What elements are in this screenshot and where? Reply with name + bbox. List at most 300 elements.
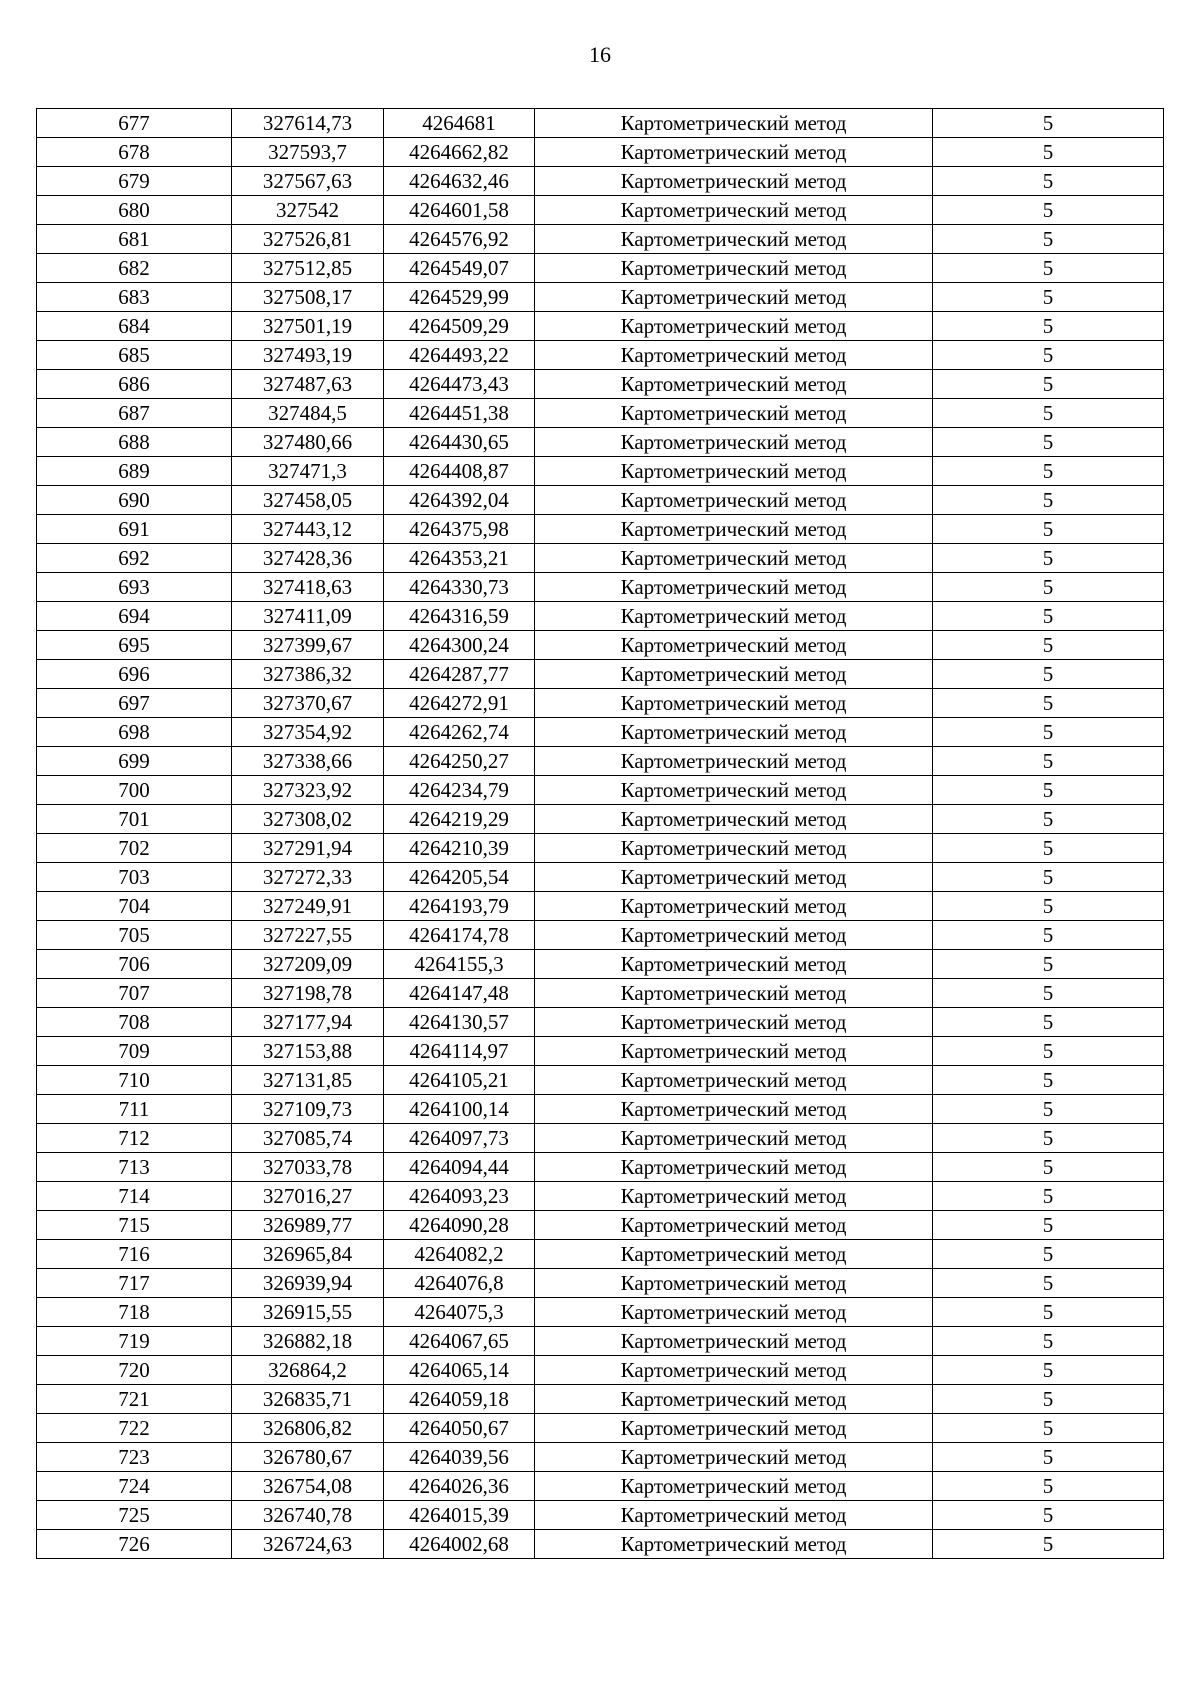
y-coordinate-cell: 4264155,3 [384,950,535,979]
point-number-cell: 723 [37,1443,232,1472]
accuracy-cell: 5 [933,1298,1164,1327]
table-row [37,1501,1164,1530]
point-number-cell: 706 [37,950,232,979]
method-cell: Картометрический метод [535,776,933,805]
page-number: 16 [589,42,611,67]
x-coordinate-cell: 327487,63 [232,370,384,399]
accuracy-cell: 5 [933,1385,1164,1414]
x-coordinate-cell: 327386,32 [232,660,384,689]
x-coordinate-cell: 327109,73 [232,1095,384,1124]
point-number-cell: 725 [37,1501,232,1530]
point-number-cell: 681 [37,225,232,254]
table-row [37,515,1164,544]
method-cell: Картометрический метод [535,399,933,428]
y-coordinate-cell: 4264262,74 [384,718,535,747]
accuracy-cell: 5 [933,196,1164,225]
method-cell: Картометрический метод [535,718,933,747]
accuracy-cell: 5 [933,979,1164,1008]
y-coordinate-cell: 4264090,28 [384,1211,535,1240]
accuracy-cell: 5 [933,834,1164,863]
table-row [37,457,1164,486]
accuracy-cell: 5 [933,573,1164,602]
y-coordinate-cell: 4264473,43 [384,370,535,399]
table-row [37,1298,1164,1327]
point-number-cell: 688 [37,428,232,457]
y-coordinate-cell: 4264392,04 [384,486,535,515]
y-coordinate-cell: 4264059,18 [384,1385,535,1414]
y-coordinate-cell: 4264451,38 [384,399,535,428]
table-row [37,370,1164,399]
y-coordinate-cell: 4264105,21 [384,1066,535,1095]
point-number-cell: 694 [37,602,232,631]
x-coordinate-cell: 327085,74 [232,1124,384,1153]
table-row [37,1530,1164,1559]
y-coordinate-cell: 4264193,79 [384,892,535,921]
y-coordinate-cell: 4264093,23 [384,1182,535,1211]
y-coordinate-cell: 4264250,27 [384,747,535,776]
y-coordinate-cell: 4264039,56 [384,1443,535,1472]
method-cell: Картометрический метод [535,689,933,718]
accuracy-cell: 5 [933,515,1164,544]
x-coordinate-cell: 327308,02 [232,805,384,834]
point-number-cell: 686 [37,370,232,399]
table-row [37,921,1164,950]
y-coordinate-cell: 4264632,46 [384,167,535,196]
point-number-cell: 677 [37,109,232,138]
method-cell: Картометрический метод [535,1037,933,1066]
method-cell: Картометрический метод [535,573,933,602]
accuracy-cell: 5 [933,283,1164,312]
method-cell: Картометрический метод [535,370,933,399]
method-cell: Картометрический метод [535,1327,933,1356]
y-coordinate-cell: 4264075,3 [384,1298,535,1327]
x-coordinate-cell: 327567,63 [232,167,384,196]
method-cell: Картометрический метод [535,1443,933,1472]
point-number-cell: 678 [37,138,232,167]
point-number-cell: 695 [37,631,232,660]
table-row [37,1443,1164,1472]
method-cell: Картометрический метод [535,428,933,457]
accuracy-cell: 5 [933,399,1164,428]
method-cell: Картометрический метод [535,834,933,863]
table-row [37,138,1164,167]
method-cell: Картометрический метод [535,1269,933,1298]
x-coordinate-cell: 327411,09 [232,602,384,631]
x-coordinate-cell: 326835,71 [232,1385,384,1414]
method-cell: Картометрический метод [535,109,933,138]
method-cell: Картометрический метод [535,863,933,892]
y-coordinate-cell: 4264114,97 [384,1037,535,1066]
table-row [37,602,1164,631]
table-row [37,1211,1164,1240]
point-number-cell: 680 [37,196,232,225]
table-row [37,1153,1164,1182]
accuracy-cell: 5 [933,254,1164,283]
table-row [37,1008,1164,1037]
accuracy-cell: 5 [933,1530,1164,1559]
accuracy-cell: 5 [933,544,1164,573]
table-row [37,225,1164,254]
point-number-cell: 704 [37,892,232,921]
x-coordinate-cell: 327338,66 [232,747,384,776]
table-row [37,1240,1164,1269]
accuracy-cell: 5 [933,631,1164,660]
point-number-cell: 722 [37,1414,232,1443]
x-coordinate-cell: 327512,85 [232,254,384,283]
y-coordinate-cell: 4264493,22 [384,341,535,370]
x-coordinate-cell: 327399,67 [232,631,384,660]
x-coordinate-cell: 326740,78 [232,1501,384,1530]
accuracy-cell: 5 [933,1414,1164,1443]
table-row [37,486,1164,515]
x-coordinate-cell: 327198,78 [232,979,384,1008]
method-cell: Картометрический метод [535,921,933,950]
method-cell: Картометрический метод [535,1472,933,1501]
accuracy-cell: 5 [933,167,1164,196]
accuracy-cell: 5 [933,370,1164,399]
y-coordinate-cell: 4264015,39 [384,1501,535,1530]
y-coordinate-cell: 4264353,21 [384,544,535,573]
accuracy-cell: 5 [933,1327,1164,1356]
x-coordinate-cell: 327131,85 [232,1066,384,1095]
method-cell: Картометрический метод [535,1240,933,1269]
method-cell: Картометрический метод [535,486,933,515]
y-coordinate-cell: 4264219,29 [384,805,535,834]
method-cell: Картометрический метод [535,747,933,776]
table-row [37,196,1164,225]
x-coordinate-cell: 327209,09 [232,950,384,979]
method-cell: Картометрический метод [535,631,933,660]
point-number-cell: 702 [37,834,232,863]
y-coordinate-cell: 4264272,91 [384,689,535,718]
x-coordinate-cell: 327493,19 [232,341,384,370]
y-coordinate-cell: 4264205,54 [384,863,535,892]
x-coordinate-cell: 327016,27 [232,1182,384,1211]
coordinates-table [36,108,1164,1559]
accuracy-cell: 5 [933,892,1164,921]
table-row [37,1269,1164,1298]
x-coordinate-cell: 326939,94 [232,1269,384,1298]
table-row [37,1066,1164,1095]
accuracy-cell: 5 [933,486,1164,515]
accuracy-cell: 5 [933,1472,1164,1501]
accuracy-cell: 5 [933,776,1164,805]
table-row [37,1095,1164,1124]
table-row [37,660,1164,689]
point-number-cell: 720 [37,1356,232,1385]
point-number-cell: 726 [37,1530,232,1559]
table-row [37,573,1164,602]
method-cell: Картометрический метод [535,312,933,341]
x-coordinate-cell: 327542 [232,196,384,225]
table-row [37,341,1164,370]
point-number-cell: 703 [37,863,232,892]
x-coordinate-cell: 326965,84 [232,1240,384,1269]
x-coordinate-cell: 327484,5 [232,399,384,428]
method-cell: Картометрический метод [535,1211,933,1240]
method-cell: Картометрический метод [535,602,933,631]
x-coordinate-cell: 327428,36 [232,544,384,573]
method-cell: Картометрический метод [535,225,933,254]
table-row [37,254,1164,283]
method-cell: Картометрический метод [535,892,933,921]
point-number-cell: 693 [37,573,232,602]
method-cell: Картометрический метод [535,660,933,689]
method-cell: Картометрический метод [535,138,933,167]
point-number-cell: 721 [37,1385,232,1414]
accuracy-cell: 5 [933,1037,1164,1066]
x-coordinate-cell: 327614,73 [232,109,384,138]
point-number-cell: 717 [37,1269,232,1298]
accuracy-cell: 5 [933,805,1164,834]
point-number-cell: 679 [37,167,232,196]
y-coordinate-cell: 4264408,87 [384,457,535,486]
accuracy-cell: 5 [933,689,1164,718]
accuracy-cell: 5 [933,428,1164,457]
accuracy-cell: 5 [933,225,1164,254]
method-cell: Картометрический метод [535,950,933,979]
method-cell: Картометрический метод [535,1385,933,1414]
accuracy-cell: 5 [933,1240,1164,1269]
method-cell: Картометрический метод [535,1501,933,1530]
table-row [37,1182,1164,1211]
x-coordinate-cell: 326806,82 [232,1414,384,1443]
y-coordinate-cell: 4264576,92 [384,225,535,254]
point-number-cell: 713 [37,1153,232,1182]
x-coordinate-cell: 327177,94 [232,1008,384,1037]
point-number-cell: 700 [37,776,232,805]
x-coordinate-cell: 327323,92 [232,776,384,805]
table-row [37,1414,1164,1443]
accuracy-cell: 5 [933,138,1164,167]
y-coordinate-cell: 4264430,65 [384,428,535,457]
method-cell: Картометрический метод [535,341,933,370]
table-row [37,979,1164,1008]
point-number-cell: 684 [37,312,232,341]
point-number-cell: 699 [37,747,232,776]
point-number-cell: 697 [37,689,232,718]
accuracy-cell: 5 [933,341,1164,370]
table-row [37,776,1164,805]
point-number-cell: 719 [37,1327,232,1356]
y-coordinate-cell: 4264050,67 [384,1414,535,1443]
accuracy-cell: 5 [933,921,1164,950]
accuracy-cell: 5 [933,950,1164,979]
y-coordinate-cell: 4264529,99 [384,283,535,312]
point-number-cell: 691 [37,515,232,544]
x-coordinate-cell: 326915,55 [232,1298,384,1327]
table-row [37,312,1164,341]
table-row [37,1327,1164,1356]
y-coordinate-cell: 4264100,14 [384,1095,535,1124]
accuracy-cell: 5 [933,1443,1164,1472]
table-row [37,1385,1164,1414]
accuracy-cell: 5 [933,1356,1164,1385]
x-coordinate-cell: 327526,81 [232,225,384,254]
accuracy-cell: 5 [933,1066,1164,1095]
table-row [37,1037,1164,1066]
x-coordinate-cell: 327593,7 [232,138,384,167]
accuracy-cell: 5 [933,602,1164,631]
coordinates-table-body [37,109,1164,1559]
table-row [37,805,1164,834]
table-row [37,109,1164,138]
table-row [37,950,1164,979]
method-cell: Картометрический метод [535,1008,933,1037]
point-number-cell: 707 [37,979,232,1008]
table-row [37,428,1164,457]
accuracy-cell: 5 [933,1211,1164,1240]
y-coordinate-cell: 4264601,58 [384,196,535,225]
method-cell: Картометрический метод [535,1414,933,1443]
method-cell: Картометрический метод [535,515,933,544]
accuracy-cell: 5 [933,1269,1164,1298]
x-coordinate-cell: 327354,92 [232,718,384,747]
x-coordinate-cell: 326989,77 [232,1211,384,1240]
accuracy-cell: 5 [933,1095,1164,1124]
y-coordinate-cell: 4264082,2 [384,1240,535,1269]
x-coordinate-cell: 327480,66 [232,428,384,457]
y-coordinate-cell: 4264234,79 [384,776,535,805]
point-number-cell: 710 [37,1066,232,1095]
y-coordinate-cell: 4264330,73 [384,573,535,602]
accuracy-cell: 5 [933,1501,1164,1530]
accuracy-cell: 5 [933,312,1164,341]
table-row [37,718,1164,747]
method-cell: Картометрический метод [535,1530,933,1559]
point-number-cell: 716 [37,1240,232,1269]
y-coordinate-cell: 4264549,07 [384,254,535,283]
x-coordinate-cell: 327458,05 [232,486,384,515]
point-number-cell: 696 [37,660,232,689]
method-cell: Картометрический метод [535,1356,933,1385]
point-number-cell: 705 [37,921,232,950]
x-coordinate-cell: 327033,78 [232,1153,384,1182]
x-coordinate-cell: 326882,18 [232,1327,384,1356]
y-coordinate-cell: 4264174,78 [384,921,535,950]
point-number-cell: 701 [37,805,232,834]
point-number-cell: 690 [37,486,232,515]
method-cell: Картометрический метод [535,1182,933,1211]
table-row [37,834,1164,863]
x-coordinate-cell: 327227,55 [232,921,384,950]
y-coordinate-cell: 4264210,39 [384,834,535,863]
method-cell: Картометрический метод [535,1095,933,1124]
method-cell: Картометрический метод [535,805,933,834]
point-number-cell: 712 [37,1124,232,1153]
accuracy-cell: 5 [933,718,1164,747]
y-coordinate-cell: 4264002,68 [384,1530,535,1559]
y-coordinate-cell: 4264681 [384,109,535,138]
table-row [37,283,1164,312]
y-coordinate-cell: 4264316,59 [384,602,535,631]
table-row [37,544,1164,573]
x-coordinate-cell: 326724,63 [232,1530,384,1559]
x-coordinate-cell: 327370,67 [232,689,384,718]
x-coordinate-cell: 327508,17 [232,283,384,312]
method-cell: Картометрический метод [535,979,933,1008]
accuracy-cell: 5 [933,1153,1164,1182]
y-coordinate-cell: 4264287,77 [384,660,535,689]
point-number-cell: 682 [37,254,232,283]
table-row [37,399,1164,428]
y-coordinate-cell: 4264076,8 [384,1269,535,1298]
x-coordinate-cell: 327153,88 [232,1037,384,1066]
table-row [37,1124,1164,1153]
table-row [37,892,1164,921]
y-coordinate-cell: 4264130,57 [384,1008,535,1037]
x-coordinate-cell: 327249,91 [232,892,384,921]
accuracy-cell: 5 [933,747,1164,776]
accuracy-cell: 5 [933,457,1164,486]
point-number-cell: 715 [37,1211,232,1240]
method-cell: Картометрический метод [535,1298,933,1327]
y-coordinate-cell: 4264065,14 [384,1356,535,1385]
accuracy-cell: 5 [933,863,1164,892]
method-cell: Картометрический метод [535,1066,933,1095]
y-coordinate-cell: 4264067,65 [384,1327,535,1356]
method-cell: Картометрический метод [535,544,933,573]
y-coordinate-cell: 4264094,44 [384,1153,535,1182]
table-row [37,1356,1164,1385]
y-coordinate-cell: 4264375,98 [384,515,535,544]
x-coordinate-cell: 326754,08 [232,1472,384,1501]
y-coordinate-cell: 4264300,24 [384,631,535,660]
x-coordinate-cell: 327501,19 [232,312,384,341]
point-number-cell: 714 [37,1182,232,1211]
method-cell: Картометрический метод [535,457,933,486]
point-number-cell: 711 [37,1095,232,1124]
method-cell: Картометрический метод [535,1124,933,1153]
point-number-cell: 718 [37,1298,232,1327]
accuracy-cell: 5 [933,109,1164,138]
table-row [37,863,1164,892]
table-row [37,747,1164,776]
point-number-cell: 709 [37,1037,232,1066]
point-number-cell: 724 [37,1472,232,1501]
x-coordinate-cell: 327291,94 [232,834,384,863]
x-coordinate-cell: 327443,12 [232,515,384,544]
point-number-cell: 687 [37,399,232,428]
point-number-cell: 689 [37,457,232,486]
table-row [37,631,1164,660]
point-number-cell: 683 [37,283,232,312]
table-row [37,689,1164,718]
point-number-cell: 698 [37,718,232,747]
point-number-cell: 708 [37,1008,232,1037]
y-coordinate-cell: 4264147,48 [384,979,535,1008]
x-coordinate-cell: 327272,33 [232,863,384,892]
y-coordinate-cell: 4264097,73 [384,1124,535,1153]
y-coordinate-cell: 4264662,82 [384,138,535,167]
method-cell: Картометрический метод [535,1153,933,1182]
y-coordinate-cell: 4264026,36 [384,1472,535,1501]
x-coordinate-cell: 327471,3 [232,457,384,486]
point-number-cell: 685 [37,341,232,370]
x-coordinate-cell: 327418,63 [232,573,384,602]
accuracy-cell: 5 [933,660,1164,689]
method-cell: Картометрический метод [535,283,933,312]
x-coordinate-cell: 326864,2 [232,1356,384,1385]
accuracy-cell: 5 [933,1124,1164,1153]
x-coordinate-cell: 326780,67 [232,1443,384,1472]
table-row [37,1472,1164,1501]
y-coordinate-cell: 4264509,29 [384,312,535,341]
method-cell: Картометрический метод [535,254,933,283]
accuracy-cell: 5 [933,1008,1164,1037]
accuracy-cell: 5 [933,1182,1164,1211]
point-number-cell: 692 [37,544,232,573]
